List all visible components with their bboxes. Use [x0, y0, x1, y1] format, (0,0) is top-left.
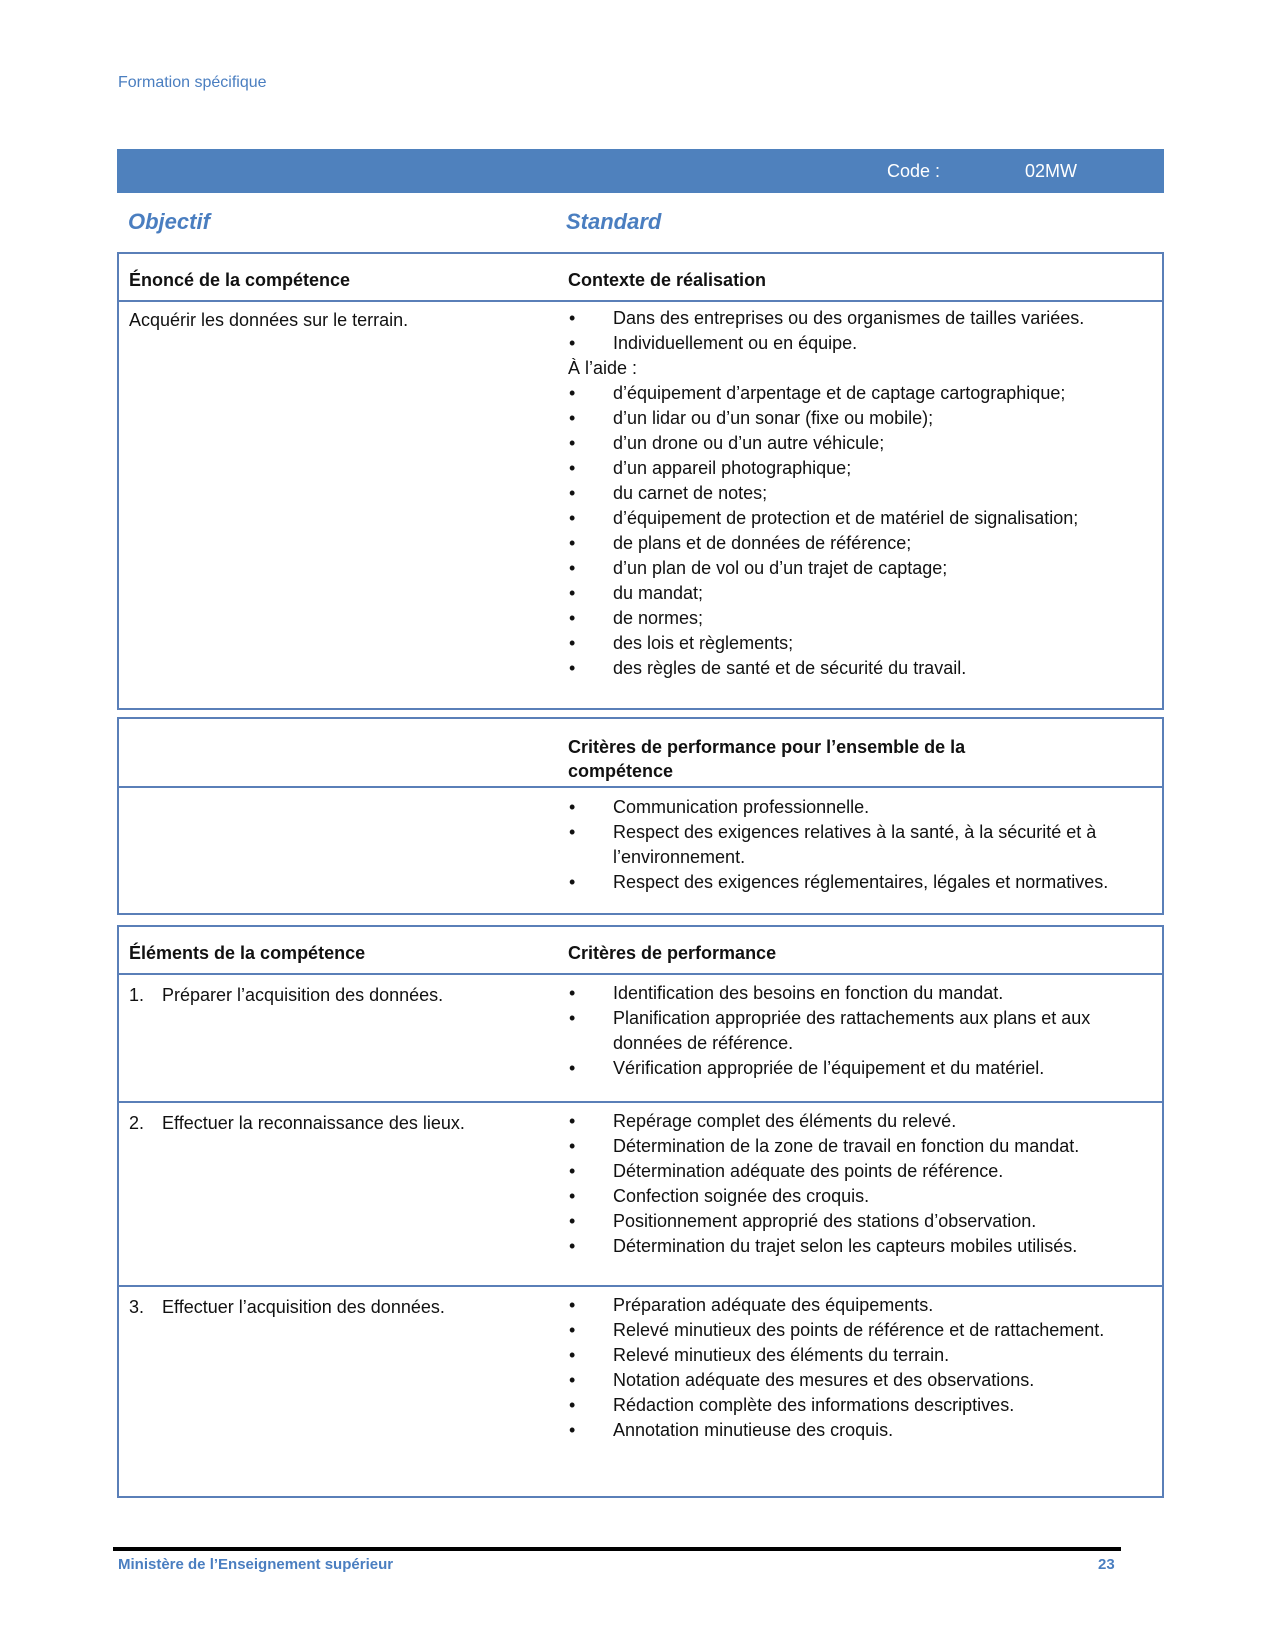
criteria-row-2 [568, 1109, 1158, 1259]
list-item: • Dans des entreprises ou des organismes de tailles variées. [568, 306, 1158, 331]
criteria-list [568, 981, 1158, 1081]
list-item: • d’équipement d’arpentage et de captage cartographique; [568, 381, 1158, 406]
context-content [568, 306, 1158, 681]
footer-ministry: Ministère de l’Enseignement supérieur [118, 1556, 394, 1573]
list-item: • des lois et règlements; [568, 631, 1158, 656]
list-item: • Détermination adéquate des points de référence. [568, 1159, 1158, 1184]
footer-rule [113, 1547, 1121, 1551]
list-item: • Identification des besoins en fonction du mandat. [568, 981, 1158, 1006]
list-item: • Préparation adéquate des équipements. [568, 1293, 1158, 1318]
context-header: Contexte de réalisation [568, 270, 767, 290]
elements-criteria-table [117, 925, 1164, 1498]
page-number: 23 [1098, 1556, 1115, 1573]
competence-statement: Acquérir les données sur le terrain. [129, 310, 409, 330]
criteria-list [568, 1109, 1158, 1259]
criteria-row-3 [568, 1293, 1158, 1443]
aide-label: À l’aide : [568, 358, 638, 378]
competence-context-table [117, 252, 1164, 710]
row-divider [119, 786, 1162, 788]
list-item: • Planification appropriée des rattachements aux plans et aux données de référence. [568, 1006, 1158, 1056]
element-1: 1. Préparer l’acquisition des données. [129, 985, 444, 1005]
list-item: • Repérage complet des éléments du relevé. [568, 1109, 1158, 1134]
criteria-header: Critères de performance [568, 943, 777, 963]
code-value: 02MW [1025, 161, 1078, 181]
criteria-list [568, 1293, 1158, 1443]
criteria-row-1 [568, 981, 1158, 1081]
elements-header: Éléments de la compétence [129, 943, 366, 963]
list-item: • de plans et de données de référence; [568, 531, 1158, 556]
list-item: • des règles de santé et de sécurité du travail. [568, 656, 1158, 681]
row-divider [119, 1101, 1162, 1103]
list-item: • de normes; [568, 606, 1158, 631]
list-item: • Respect des exigences réglementaires, légales et normatives. [568, 870, 1158, 895]
aide-list [568, 381, 1158, 681]
overall-criteria-header: Critères de performance pour l’ensemble de la compétence [568, 737, 966, 781]
code-bar [117, 149, 1164, 193]
element-2: 2. Effectuer la reconnaissance des lieux. [129, 1113, 465, 1133]
list-item: • Détermination de la zone de travail en fonction du mandat. [568, 1134, 1158, 1159]
overall-criteria-table [117, 717, 1164, 915]
row-divider [119, 300, 1162, 302]
list-item: • Relevé minutieux des éléments du terrain. [568, 1343, 1158, 1368]
list-item: • du carnet de notes; [568, 481, 1158, 506]
overall-criteria-content [568, 795, 1158, 895]
element-3: 3. Effectuer l’acquisition des données. [129, 1297, 445, 1317]
list-item: • d’un drone ou d’un autre véhicule; [568, 431, 1158, 456]
overall-criteria-list [568, 795, 1158, 895]
list-item: • d’un lidar ou d’un sonar (fixe ou mobile); [568, 406, 1158, 431]
list-item: • Relevé minutieux des points de référence et de rattachement. [568, 1318, 1158, 1343]
heading-standard: Standard [566, 209, 662, 234]
list-item: • Individuellement ou en équipe. [568, 331, 1158, 356]
heading-objective: Objectif [128, 209, 210, 234]
running-header: Formation spécifique [118, 74, 267, 91]
list-item: • Communication professionnelle. [568, 795, 1158, 820]
row-divider [119, 1285, 1162, 1287]
list-item: • Notation adéquate des mesures et des observations. [568, 1368, 1158, 1393]
context-list [568, 306, 1158, 356]
list-item: • Respect des exigences relatives à la santé, à la sécurité et à l’environnement. [568, 820, 1158, 870]
competence-statement-header: Énoncé de la compétence [129, 270, 351, 290]
list-item: • Annotation minutieuse des croquis. [568, 1418, 1158, 1443]
list-item: • Positionnement approprié des stations d’observation. [568, 1209, 1158, 1234]
list-item: • Rédaction complète des informations descriptives. [568, 1393, 1158, 1418]
code-label: Code : [887, 161, 941, 181]
list-item: • d’un plan de vol ou d’un trajet de captage; [568, 556, 1158, 581]
list-item: • du mandat; [568, 581, 1158, 606]
list-item: • d’équipement de protection et de matériel de signalisation; [568, 506, 1158, 531]
list-item: • Détermination du trajet selon les capteurs mobiles utilisés. [568, 1234, 1158, 1259]
row-divider [119, 973, 1162, 975]
list-item: • d’un appareil photographique; [568, 456, 1158, 481]
list-item: • Vérification appropriée de l’équipement et du matériel. [568, 1056, 1158, 1081]
list-item: • Confection soignée des croquis. [568, 1184, 1158, 1209]
